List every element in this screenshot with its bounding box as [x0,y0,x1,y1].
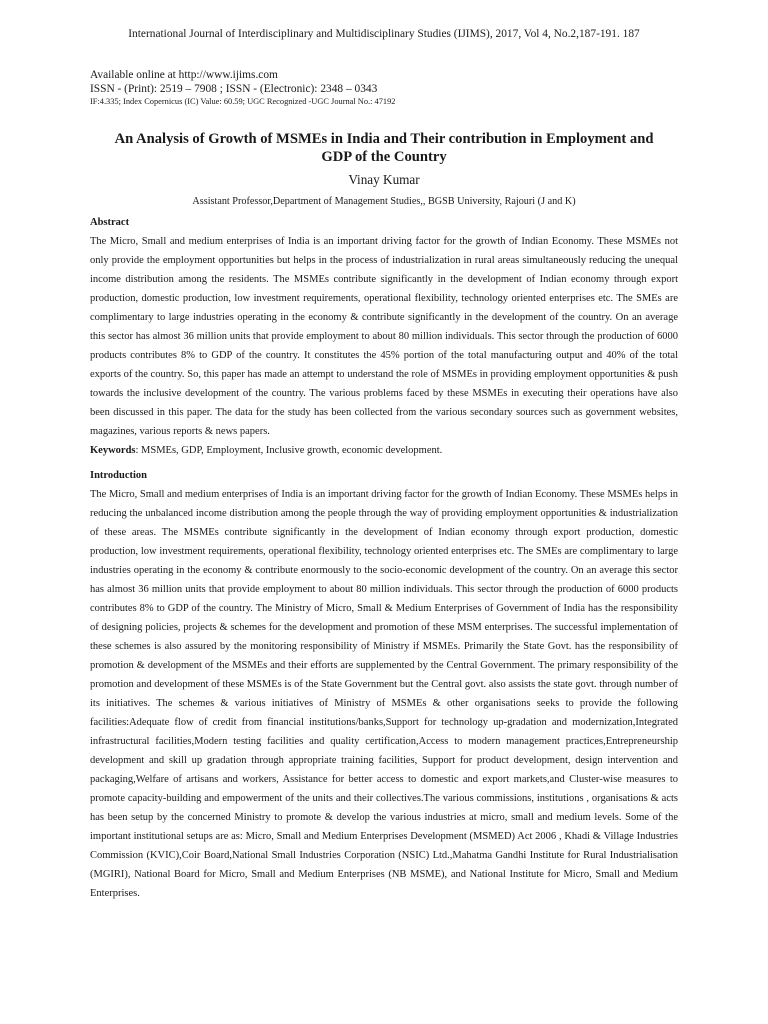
author-affiliation: Assistant Professor,Department of Management Studies,, BGSB University, Rajouri (J and K) [192,196,576,207]
keywords-text: : MSMEs, GDP, Employment, Inclusive growth, economic development. [135,445,443,456]
journal-availability-block [90,69,678,108]
issn-line: ISSN - (Print): 2519 – 7908 ; ISSN - (Electronic): 2348 – 0343 [90,82,378,95]
running-head: International Journal of Interdisciplinary and Multidisciplinary Studies (IJIMS), 2017, Vol 4, No.2,187-191. 187 [128,28,640,40]
keywords-label: Keywords [90,445,136,456]
index-line: IF:4.335; Index Copernicus (IC) Value: 60.59; UGC Recognized -UGC Journal No.: 47192 [90,97,396,106]
available-online-line: Available online at http://www.ijims.com [90,69,278,81]
paper-title [90,130,678,166]
author-name: Vinay Kumar [348,172,420,187]
introduction-text: The Micro, Small and medium enterprises of India is an important driving factor for the growth of Indian Economy. These MSMEs helps in reducing the unbalanced income distribution among the people through the way of providing employment opportunities & industrialization of these areas. The MSMEs contribute significantly in the development of Indian economy through export production, domestic production, low investment requirements, operational flexibility, technology oriented enterprises etc. The SMEs are complimentary to large industries operating in the economy & contribute enormously to the socio-economic development of the country. On an average this sector has almost 36 million units that provide employment to about 80 million individuals. This sector through the production of 6000 products contributes 8% to GDP of the country. The Ministry of Micro, Small & Medium Enterprises of Government of India has the responsibility of designing policies, projects & schemes for the development and promotion of these MSM enterprises. The successful implementation of these schemes is also assured by the monitoring responsibility of Ministry if MSMEs. Primarily the State Govt. has the responsibility of promotion & development of the MSMEs and their efforts are supplemented by the Central Government. The primary responsibility of the promotion and development of these MSMEs is of the State Government but the Central govt. also assists the state govt. through number of its initiatives. The schemes & various initiatives of Ministry of MSMEs & other organisations seeks to provide the following facilities:Adequate flow of credit from financial institutions/banks,Support for technology up-gradation and modernization,Integrated infrastructural facilities,Modern testing facilities and quality certification,Access to modern management practices,Entrepreneurship development and skill up gradation through appropriate training facilities, Support for product development, design intervention and packaging,Welfare of artisans and workers, Assistance for better access to domestic and export markets,and Cluster-wise measures to promote capacity-building and empowerment of the units and their collectives.The various commissions, institutions , organisations & acts has been setup by the concerned Ministry to promote & develop the various industries at micro, small and medium levels. Some of the important institutional setups are as: Micro, Small and Medium Enterprises Development (MSMED) Act 2006 , Khadi & Village Industries Commission (KVIC),Coir Board,National Small Industries Corporation (NSIC) Ltd.,Mahatma Gandhi Institute for Rural Industrialisation (MGIRI), National Board for Micro, Small and Medium Enterprises (NB MSME), and National Institute for Micro, Small and Medium Enterprises. [90,489,678,899]
title-line-1: An Analysis of Growth of MSMEs in India and Their contribution in Employment and [114,131,654,147]
abstract-heading: Abstract [90,217,130,228]
keywords-line [90,441,678,460]
abstract-text: The Micro, Small and medium enterprises of India is an important driving factor for the growth of Indian Economy. These MSMEs not only provide the employment opportunities but helps in the process of industrialization in rural areas simultaneously reducing the unequal income distribution among the residents. The MSMEs contribute significantly in the development of Indian economy through export production, domestic production, low investment requirements, operational flexibility, technology oriented enterprises etc. The SMEs are complimentary to large industries operating in the economy & contribute significantly in the development of the country. On an average this sector has almost 36 million units that provide employment to about 80 million individuals. This sector through the production of 6000 products contributes 8% to GDP of the country. It constitutes the 45% portion of the total manufacturing output and 40% of the total exports of the country. So, this paper has made an attempt to understand the role of MSMEs in providing employment opportunities & push towards the inclusive development of the country. The various problems faced by these MSMEs in executing their operations have also been discussed in this paper. The data for the study has been collected from the various secondary sources such as government websites, magazines, various reports & news papers. [90,236,678,437]
introduction-heading: Introduction [90,470,147,481]
paper-body [90,213,678,903]
title-line-2: GDP of the Country [321,149,447,165]
